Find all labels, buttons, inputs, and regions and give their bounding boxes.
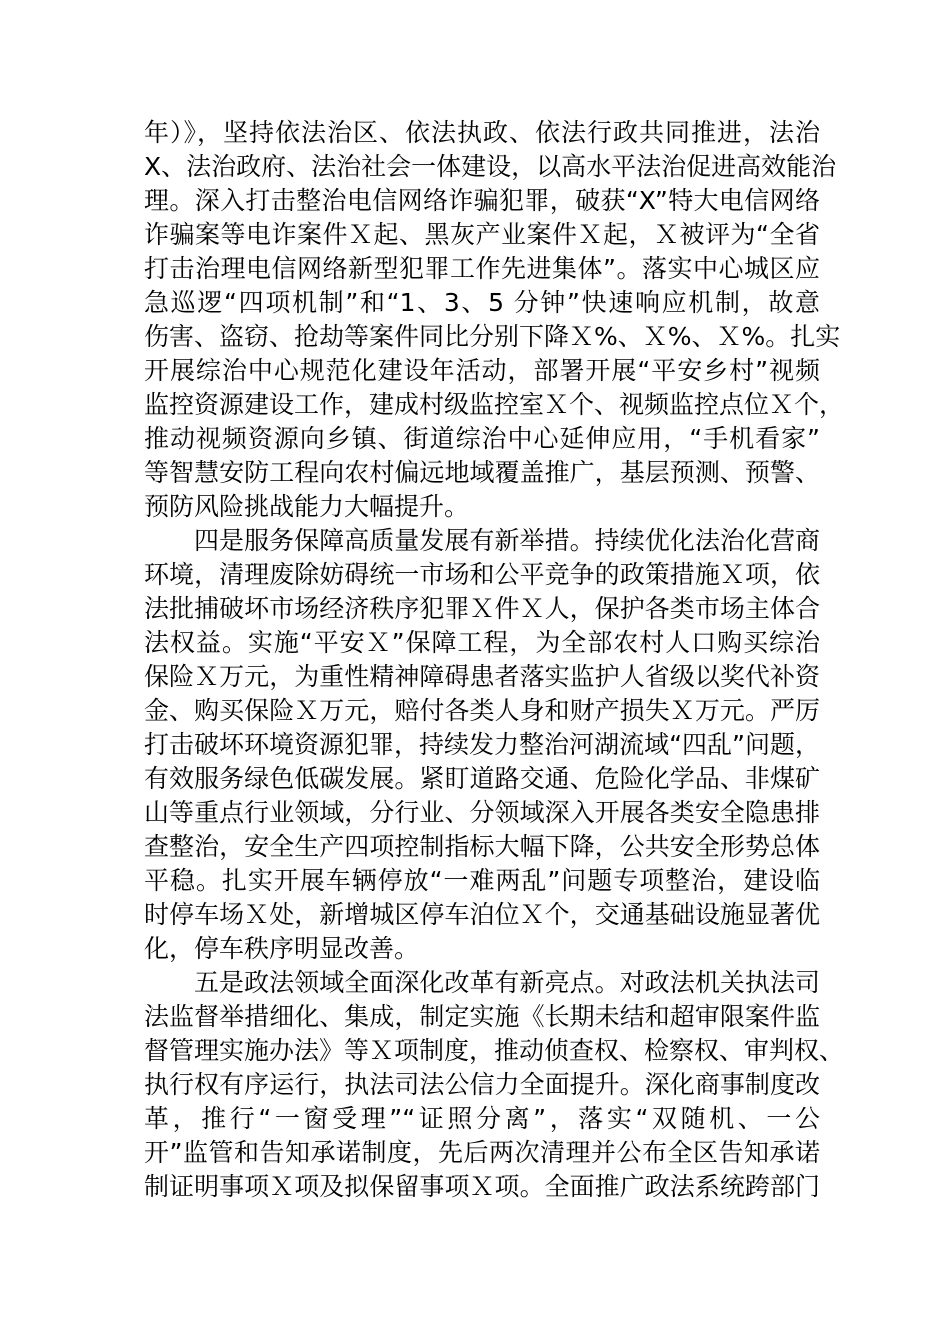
text-line: 开”监管和告知承诺制度，先后两次清理并公布全区告知承诺 (144, 1138, 820, 1167)
text-line: 五是政法领域全面深化改革有新亮点。对政法机关执法司 (194, 968, 820, 997)
text-line: 时停车场Ｘ处，新增城区停车泊位Ｘ个，交通基础设施显著优 (144, 900, 820, 929)
text-line: 有效服务绿色低碳发展。紧盯道路交通、危险化学品、非煤矿 (144, 764, 820, 793)
text-line: 平稳。扎实开展车辆停放“一难两乱”问题专项整治，建设临 (144, 866, 820, 895)
text-line: 打击治理电信网络新型犯罪工作先进集体”。落实中心城区应 (144, 254, 820, 283)
text-line: 金、购买保险Ｘ万元，赔付各类人身和财产损失Ｘ万元。严厉 (144, 696, 820, 725)
text-line: 环境，清理废除妨碍统一市场和公平竞争的政策措施Ｘ项，依 (144, 560, 820, 589)
text-line: 理。深入打击整治电信网络诈骗犯罪，破获“X”特大电信网络 (144, 186, 820, 215)
text-line: 四是服务保障高质量发展有新举措。持续优化法治化营商 (194, 526, 820, 555)
paragraph-five (144, 966, 845, 1204)
text-line: 伤害、盗窃、抢劫等案件同比分别下降Ｘ%、Ｘ%、Ｘ%。扎实 (144, 322, 841, 351)
text-line: 化，停车秩序明显改善。 (144, 934, 420, 963)
text-line: 革，推行“一窗受理”“证照分离”，落实“双随机、一公 (144, 1104, 820, 1133)
text-line: X、法治政府、法治社会一体建设，以高水平法治促进高效能治 (144, 152, 837, 181)
text-line: 年）》，坚持依法治区、依法执政、依法行政共同推进，法治 (144, 118, 820, 147)
text-line: 督管理实施办法》等Ｘ项制度，推动侦查权、检察权、审判权、 (144, 1036, 845, 1065)
text-line: 制证明事项Ｘ项及拟保留事项Ｘ项。全面推广政法系统跨部门 (144, 1172, 820, 1201)
text-line: 等智慧安防工程向农村偏远地域覆盖推广，基层预测、预警、 (144, 458, 820, 487)
text-line: 法批捕破坏市场经济秩序犯罪Ｘ件Ｘ人，保护各类市场主体合 (144, 594, 820, 623)
text-line: 开展综治中心规范化建设年活动，部署开展“平安乡村”视频 (144, 356, 820, 385)
text-line: 急巡逻“四项机制”和“1、3、5 分钟”快速响应机制，故意 (144, 288, 820, 317)
text-line: 诈骗案等电诈案件Ｘ起、黑灰产业案件Ｘ起，Ｘ被评为“全省 (144, 220, 820, 249)
text-line: 法权益。实施“平安Ｘ”保障工程，为全部农村人口购买综治 (144, 628, 820, 657)
text-line: 查整治，安全生产四项控制指标大幅下降，公共安全形势总体 (144, 832, 820, 861)
text-line: 法监督举措细化、集成，制定实施《长期未结和超审限案件监 (144, 1002, 820, 1031)
text-line: 执行权有序运行，执法司法公信力全面提升。深化商事制度改 (144, 1070, 820, 1099)
text-line: 监控资源建设工作，建成村级监控室Ｘ个、视频监控点位Ｘ个， (144, 390, 845, 419)
document-page (144, 116, 845, 1204)
text-line: 打击破坏环境资源犯罪，持续发力整治河湖流域“四乱”问题， (144, 730, 820, 759)
text-line: 保险Ｘ万元，为重性精神障碍患者落实监护人省级以奖代补资 (144, 662, 820, 691)
text-line: 预防风险挑战能力大幅提升。 (144, 492, 470, 521)
text-line: 推动视频资源向乡镇、街道综治中心延伸应用，“手机看家” (144, 424, 820, 453)
paragraph-continuation (144, 116, 845, 524)
paragraph-four (144, 524, 820, 966)
text-line: 山等重点行业领域，分行业、分领域深入开展各类安全隐患排 (144, 798, 820, 827)
